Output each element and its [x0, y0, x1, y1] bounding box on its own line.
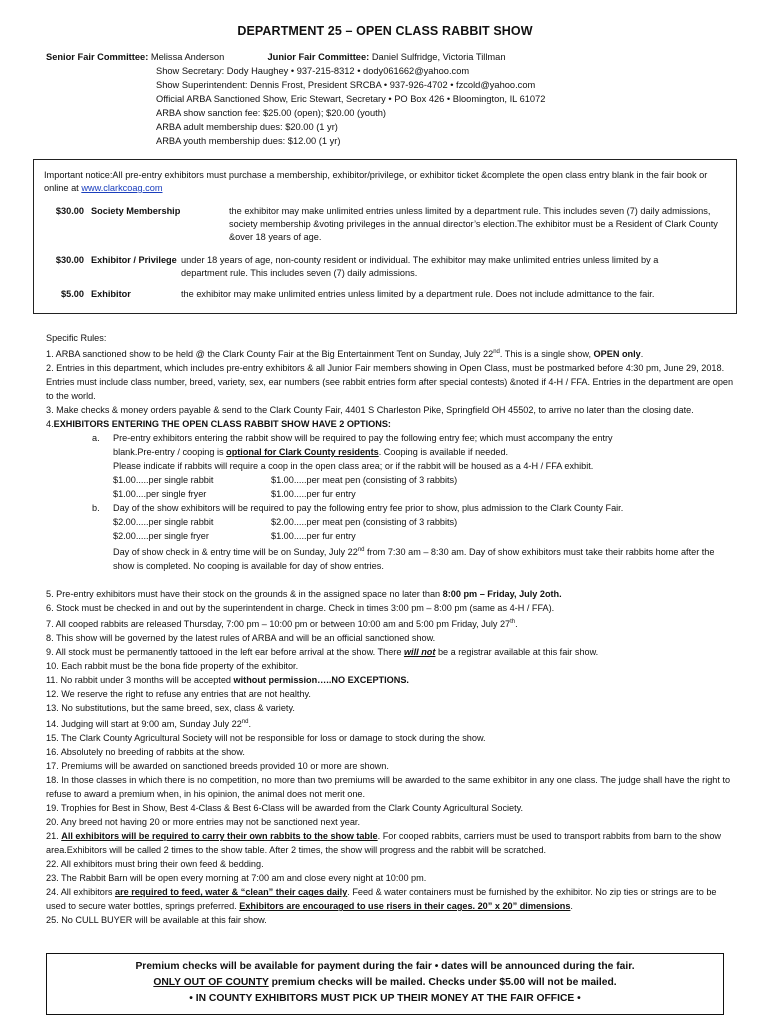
contact-line: Official ARBA Sanctioned Show, Eric Stewart, Secretary • PO Box 426 • Bloomington, IL 61072: [156, 94, 546, 104]
fee-name: Exhibitor / Privilege: [91, 255, 177, 265]
fee-price: $5.00: [61, 289, 84, 299]
rule-5: 5. Pre-entry exhibitors must have their stock on the grounds & in the assigned space no later than 8:00 pm – Friday, July 2oth.: [46, 589, 562, 600]
footer-line-2: ONLY OUT OF COUNTY premium checks will be mailed. Checks under $5.00 will not be mailed.: [153, 977, 617, 988]
rule-15: 15. The Clark County Agricultural Society will not be responsible for loss or damage to stock during the show.: [46, 733, 486, 744]
rule-6: 6. Stock must be checked in and out by the superintendent in charge. Check in times 3:00 pm – 8:00 pm (same as 4-H / FFA).: [46, 603, 555, 614]
fee-row: $2.00.....per single fryer $1.00.....per fur entry: [113, 531, 356, 542]
rule-10: 10. Each rabbit must be the bona fide property of the exhibitor.: [46, 661, 299, 672]
fee-row: $1.00.....per single rabbit $1.00.....per meat pen (consisting of 3 rabbits): [113, 475, 458, 486]
fee-price: $30.00: [55, 255, 84, 265]
specific-rules: [46, 331, 736, 927]
senior-committee-value: Melissa Anderson: [150, 52, 225, 62]
fee-name: Society Membership: [91, 206, 181, 216]
rule-17: 17. Premiums will be awarded on sanctioned breeds provided 10 or more are shown.: [46, 761, 389, 772]
contact-line: ARBA youth membership dues: $12.00 (1 yr): [156, 136, 341, 146]
rule-13: 13. No substitutions, but the same breed, sex, class & variety.: [46, 703, 295, 714]
page-title: DEPARTMENT 25 – OPEN CLASS RABBIT SHOW: [237, 24, 533, 38]
rule-25: 25. No CULL BUYER will be available at this fair show.: [46, 915, 267, 926]
option-a-line: Please indicate if rabbits will require a coop in the open class area; or if the rabbit will be housed as a 4-H / FFA exhibit.: [113, 461, 594, 472]
rule-19: 19. Trophies for Best in Show, Best 4-Class & Best 6-Class will be awarded from the Clark County Agricultural Society.: [46, 803, 524, 814]
option-a: a. Pre-entry exhibitors entering the rabbit show will be required to pay the following entry fee; which must accompany the entry: [92, 433, 613, 444]
fee-description: under 18 years of age, non-county resident or individual. The exhibitor may make unlimited entries unless limited by a department rule. This includes seven (7) daily admissions.: [181, 255, 659, 278]
contact-line: ARBA adult membership dues: $20.00 (1 yr): [156, 122, 338, 132]
fee-description: the exhibitor may make unlimited entries unless limited by a department rule. Does not include admittance to the fair.: [181, 289, 655, 299]
junior-committee-label: Junior Fair Committee:: [267, 52, 370, 62]
rule-24: 24. All exhibitors are required to feed, water & “clean” their cages daily. Feed & water containers must be furnished by the exhibitor. No zip ties or strings are to be used to secure water bottles, springs preferred. Exhibitors are encouraged to use risers in their cages. 20” x 20” dimensions.: [46, 887, 717, 912]
contact-line: Show Secretary: Dody Haughey • 937-215-8312 • dody061662@yahoo.com: [156, 66, 470, 76]
rule-16: 16. Absolutely no breeding of rabbits at the show.: [46, 747, 245, 758]
rule-18: 18. In those classes in which there is no competition, no more than two premiums will be awarded to the same exhibitor in any one class. The judge shall have the right to refuse to award a premium when, in his opinion, the animal does not merit one.: [46, 775, 731, 800]
rule-12: 12. We reserve the right to refuse any entries that are not healthy.: [46, 689, 311, 700]
rule-22: 22. All exhibitors must bring their own feed & bedding.: [46, 859, 264, 870]
fee-row: $1.00....per single fryer $1.00.....per fur entry: [113, 489, 356, 500]
rule-21: 21. All exhibitors will be required to carry their own rabbits to the show table. For cooped rabbits, carriers must be used to transport rabbits from barn to the show area.Exhibitors will be called 2 times to the show table. After 2 times, the show will progress and the rabbit will be scratched.: [46, 831, 721, 856]
premium-checks-box: [46, 953, 724, 1015]
rule-8: 8. This show will be governed by the latest rules of ARBA and will be an official sanctioned show.: [46, 633, 436, 644]
option-a-line: blank.Pre-entry / cooping is optional for Clark County residents. Cooping is available if needed.: [113, 447, 509, 458]
rules-heading: Specific Rules:: [46, 333, 107, 343]
option-b: b. Day of the show exhibitors will be required to pay the following entry fee prior to show, plus admission to the Clark County Fair.: [92, 503, 624, 514]
footer-line-3: • IN COUNTY EXHIBITORS MUST PICK UP THEIR MONEY AT THE FAIR OFFICE •: [189, 993, 581, 1004]
rule-7: 7. All cooped rabbits are released Thursday, 7:00 pm – 10:00 pm or between 10:00 am and 5:00 pm Friday, July 27th.: [46, 619, 518, 630]
rule-1: 1. ARBA sanctioned show to be held @ the Clark County Fair at the Big Entertainment Tent on Sunday, July 22nd. This is a single show, OPEN only.: [46, 349, 644, 360]
website-link[interactable]: www.clarkcoag.com: [81, 183, 163, 193]
rule-9: 9. All stock must be permanently tattooed in the left ear before arrival at the show. There will not be a registrar available at this fair show.: [46, 647, 599, 658]
contact-line: ARBA show sanction fee: $25.00 (open); $20.00 (youth): [156, 108, 386, 118]
rule-2: 2. Entries in this department, which includes pre-entry exhibitors & all Junior Fair members showing in Open Class, must be postmarked before 4:30 pm, June 29, 2018. Entries must include class number, breed, variety, sex, ear numbers (see rabbit entries form after special contests) &noted if 4-H / FFA. Entries in the department are open to the world.: [46, 363, 734, 402]
rule-20: 20. Any breed not having 20 or more entries may not be sanctioned next year.: [46, 817, 360, 828]
rule-3: 3. Make checks & money orders payable & send to the Clark County Fair, 4401 S Charleston Pike, Springfield OH 45502, to arrive no later than the closing date.: [46, 405, 694, 416]
option-b-line: Day of show check in & entry time will be on Sunday, July 22nd from 7:30 am – 8:30 am. Day of show exhibitors must take their rabbits home after the show is completed. No cooping is available for day of show entries.: [113, 547, 715, 572]
notice-text: Important notice:All pre-entry exhibitors must purchase a membership, exhibitor/privilege, or exhibitor ticket &complete the open class entry blank in the fair book or online at www.clarkcoag.com: [44, 170, 708, 193]
fee-price: $30.00: [55, 206, 84, 216]
notice-box: [33, 159, 737, 314]
rule-23: 23. The Rabbit Barn will be open every morning at 7:00 am and close every night at 10:00 pm.: [46, 873, 427, 884]
senior-committee-label: Senior Fair Committee:: [46, 52, 149, 62]
rule-4: 4.EXHIBITORS ENTERING THE OPEN CLASS RABBIT SHOW HAVE 2 OPTIONS:: [46, 419, 391, 430]
fee-description: the exhibitor may make unlimited entries unless limited by a department rule. This includes seven (7) daily admissions, society membership &voting privileges in the annual director’s election.The exhibitor must be a Resident of Clark County &over 18 years of age.: [229, 206, 718, 242]
rule-14: 14. Judging will start at 9:00 am, Sunday July 22nd.: [46, 719, 252, 730]
footer-line-1: Premium checks will be available for payment during the fair • dates will be announced during the fair.: [135, 961, 635, 972]
fee-name: Exhibitor: [91, 289, 131, 299]
fee-row: $2.00.....per single rabbit $2.00.....per meat pen (consisting of 3 rabbits): [113, 517, 458, 528]
committee-header: [46, 50, 736, 148]
rule-11: 11. No rabbit under 3 months will be accepted without permission…..NO EXCEPTIONS.: [46, 675, 409, 686]
contact-line: Show Superintendent: Dennis Frost, President SRCBA • 937-926-4702 • fzcold@yahoo.com: [156, 80, 536, 90]
junior-committee-value: Daniel Sulfridge, Victoria Tillman: [371, 52, 506, 62]
